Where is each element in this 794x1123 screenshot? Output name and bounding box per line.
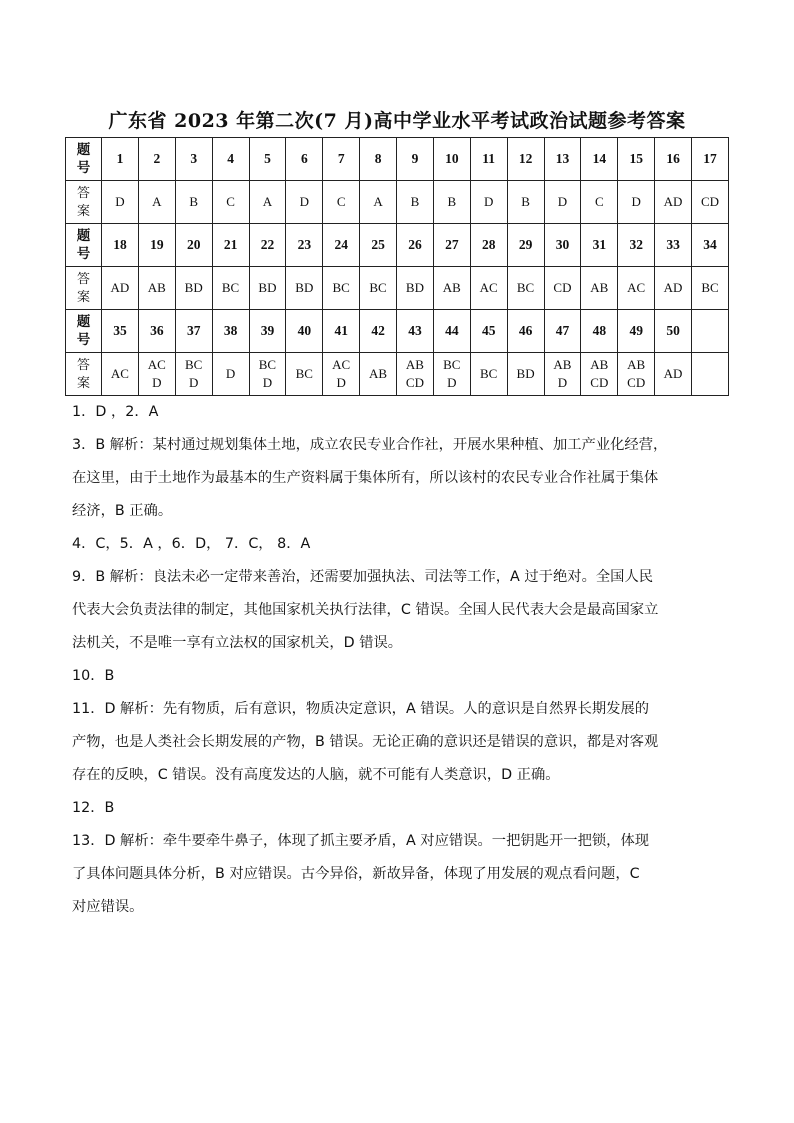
question-number-cell: 25 <box>360 224 397 267</box>
question-number-cell: 1 <box>102 138 139 181</box>
question-number-cell: 11 <box>470 138 507 181</box>
header-char: 号 <box>76 160 91 175</box>
question-number-cell: 35 <box>102 310 139 353</box>
question-number-cell: 30 <box>544 224 581 267</box>
answer-cell: CD <box>544 267 581 310</box>
answer-cell-line: D <box>447 375 457 390</box>
answer-cell <box>360 353 397 396</box>
question-number-cell: 5 <box>249 138 286 181</box>
answer-cell-line: D <box>152 375 162 390</box>
answer-explanations <box>72 396 732 924</box>
answer-cell <box>249 353 286 396</box>
answer-cell: B <box>175 181 212 224</box>
answer-cell <box>655 353 692 396</box>
answer-cell-line: AB <box>590 357 609 372</box>
answer-cell: D <box>618 181 655 224</box>
answer-cell-line: BD <box>516 366 535 381</box>
answer-cell: BD <box>397 267 434 310</box>
answer-cell <box>397 353 434 396</box>
question-number-cell: 43 <box>397 310 434 353</box>
answer-cell-line: D <box>557 375 568 390</box>
answer-text-line: 了具体问题具体分析，B 对应错误。古今异俗，新故异备，体现了用发展的观点看问题，C <box>72 866 640 882</box>
question-number-cell: 36 <box>138 310 175 353</box>
answer-cell-line: AC <box>147 357 166 372</box>
question-header-cell <box>66 310 102 353</box>
answer-cell: A <box>360 181 397 224</box>
header-char: 案 <box>76 375 90 390</box>
question-number-cell: 49 <box>618 310 655 353</box>
question-number-cell: 50 <box>655 310 692 353</box>
answer-cell: B <box>397 181 434 224</box>
header-char: 题 <box>76 228 91 243</box>
answer-cell: BC <box>692 267 729 310</box>
question-number-cell: 16 <box>655 138 692 181</box>
question-number-cell: 48 <box>581 310 618 353</box>
question-number-cell: 2 <box>138 138 175 181</box>
answer-cell <box>138 353 175 396</box>
question-number-cell: 33 <box>655 224 692 267</box>
question-number-cell <box>692 310 729 353</box>
question-number-cell: 13 <box>544 138 581 181</box>
answer-cell: AB <box>433 267 470 310</box>
question-number-cell: 37 <box>175 310 212 353</box>
question-number-cell: 19 <box>138 224 175 267</box>
answer-cell: AC <box>470 267 507 310</box>
answer-cell: AB <box>138 267 175 310</box>
question-number-cell: 44 <box>433 310 470 353</box>
answer-cell: A <box>249 181 286 224</box>
answer-cell <box>323 353 360 396</box>
question-header-cell <box>66 224 102 267</box>
header-char: 号 <box>76 332 91 347</box>
question-number-cell: 46 <box>507 310 544 353</box>
question-number-row <box>66 224 729 267</box>
answer-cell-line: AD <box>663 366 683 381</box>
question-number-cell: 10 <box>433 138 470 181</box>
question-number-cell: 8 <box>360 138 397 181</box>
question-number-cell: 41 <box>323 310 360 353</box>
answer-text-line: 存在的反映，C 错误。没有高度发达的人脑，就不可能有人类意识，D 正确。 <box>72 767 560 783</box>
answer-cell-line: AC <box>332 357 351 372</box>
answer-cell: D <box>544 181 581 224</box>
answer-cell-line: D <box>262 375 273 390</box>
answer-cell: C <box>323 181 360 224</box>
answer-cell: AB <box>581 267 618 310</box>
header-char: 号 <box>76 246 91 261</box>
question-number-cell: 40 <box>286 310 323 353</box>
answer-cell: CD <box>692 181 729 224</box>
answer-cell: BC <box>212 267 249 310</box>
answer-cell: D <box>286 181 323 224</box>
answer-cell: AD <box>655 267 692 310</box>
header-char: 题 <box>76 314 91 329</box>
question-number-cell: 27 <box>433 224 470 267</box>
answer-text-line: 13．D 解析：牵牛要牵牛鼻子，体现了抓主要矛盾，A 对应错误。一把钥匙开一把锁，体现 <box>72 833 650 849</box>
answer-text-line: 12．B <box>72 800 115 816</box>
answer-cell <box>507 353 544 396</box>
question-number-cell: 47 <box>544 310 581 353</box>
answer-cell <box>470 353 507 396</box>
answer-cell: BC <box>507 267 544 310</box>
question-number-cell: 17 <box>692 138 729 181</box>
question-number-cell: 42 <box>360 310 397 353</box>
question-number-cell: 22 <box>249 224 286 267</box>
answer-cell-line: BC <box>480 366 498 381</box>
answer-text-line: 10．B <box>72 668 115 684</box>
answer-cell-line: BC <box>295 366 313 381</box>
answer-text-line: 法机关，不是唯一享有立法权的国家机关，D 错误。 <box>72 635 403 651</box>
answer-cell: C <box>581 181 618 224</box>
question-number-cell: 3 <box>175 138 212 181</box>
answer-cell: BC <box>323 267 360 310</box>
question-number-cell: 21 <box>212 224 249 267</box>
answer-cell-line: BC <box>443 357 461 372</box>
question-number-cell: 18 <box>102 224 139 267</box>
answer-text-line: 在这里，由于土地作为最基本的生产资料属于集体所有，所以该村的农民专业合作社属于集体 <box>72 470 659 486</box>
answer-cell <box>433 353 470 396</box>
question-number-cell: 24 <box>323 224 360 267</box>
answer-cell <box>286 353 323 396</box>
answer-text-line: 4．C，5．A ，6．D， 7．C， 8．A <box>72 536 311 552</box>
answer-cell: B <box>433 181 470 224</box>
answer-cell: BC <box>360 267 397 310</box>
answer-row <box>66 267 729 310</box>
answer-cell: BD <box>249 267 286 310</box>
answer-table <box>65 137 729 396</box>
answer-cell <box>212 353 249 396</box>
answer-cell-line: AB <box>553 357 572 372</box>
answer-text-line: 9．B 解析：良法未必一定带来善治，还需要加强执法、司法等工作，A 过于绝对。全国人民 <box>72 569 654 585</box>
answer-cell <box>175 353 212 396</box>
answer-cell-line: CD <box>627 375 646 390</box>
answer-text-line: 1．D ，2．A <box>72 404 159 420</box>
answer-text-line: 经济，B 正确。 <box>72 503 173 519</box>
answer-cell-line: BC <box>258 357 277 372</box>
answer-text-line: 3．B 解析：某村通过规划集体土地，成立农民专业合作社，开展水果种植、加工产业化经营， <box>72 437 668 453</box>
answer-cell <box>544 353 581 396</box>
question-number-cell: 26 <box>397 224 434 267</box>
answer-cell-line: CD <box>405 375 424 390</box>
answer-cell <box>692 353 729 396</box>
page-title: 广东省 2023 年第二次(7 月)高中学业水平考试政治试题参考答案 <box>108 110 686 132</box>
answer-cell: BD <box>286 267 323 310</box>
header-char: 答 <box>76 185 90 200</box>
answer-cell: D <box>470 181 507 224</box>
question-number-cell: 15 <box>618 138 655 181</box>
question-number-cell: 14 <box>581 138 618 181</box>
question-number-cell: 4 <box>212 138 249 181</box>
answer-cell: AD <box>655 181 692 224</box>
header-char: 案 <box>76 289 90 304</box>
header-char: 案 <box>76 203 90 218</box>
answer-cell <box>618 353 655 396</box>
question-number-cell: 20 <box>175 224 212 267</box>
answer-cell-line: D <box>225 366 236 381</box>
answer-cell-line: CD <box>590 375 609 390</box>
question-number-cell: 6 <box>286 138 323 181</box>
answer-cell-line: BC <box>185 357 203 372</box>
answer-cell <box>581 353 618 396</box>
answer-text-line: 产物，也是人类社会长期发展的产物，B 错误。无论正确的意识还是错误的意识，都是对客观 <box>72 734 659 750</box>
question-number-row <box>66 138 729 181</box>
answer-cell-line: D <box>336 375 346 390</box>
question-number-row <box>66 310 729 353</box>
question-header-cell <box>66 138 102 181</box>
question-number-cell: 34 <box>692 224 729 267</box>
answer-text-line: 对应错误。 <box>72 899 144 915</box>
answer-cell-line: AB <box>627 357 646 372</box>
question-number-cell: 32 <box>618 224 655 267</box>
header-char: 题 <box>76 142 91 157</box>
answer-row <box>66 181 729 224</box>
question-number-cell: 9 <box>397 138 434 181</box>
answer-cell: B <box>507 181 544 224</box>
question-number-cell: 39 <box>249 310 286 353</box>
answer-header-cell <box>66 267 102 310</box>
question-number-cell: 12 <box>507 138 544 181</box>
question-number-cell: 31 <box>581 224 618 267</box>
question-number-cell: 7 <box>323 138 360 181</box>
answer-cell: BD <box>175 267 212 310</box>
answer-cell: C <box>212 181 249 224</box>
question-number-cell: 45 <box>470 310 507 353</box>
answer-text-line: 代表大会负责法律的制定，其他国家机关执行法律，C 错误。全国人民代表大会是最高国家立 <box>72 602 659 618</box>
question-number-cell: 23 <box>286 224 323 267</box>
answer-cell <box>102 353 139 396</box>
answer-header-cell <box>66 181 102 224</box>
answer-row <box>66 353 729 396</box>
answer-cell: AC <box>618 267 655 310</box>
answer-text-line: 11．D 解析：先有物质，后有意识，物质决定意识，A 错误。人的意识是自然界长期发展的 <box>72 701 650 717</box>
answer-cell-line: D <box>188 375 199 390</box>
answer-cell: A <box>138 181 175 224</box>
question-number-cell: 38 <box>212 310 249 353</box>
answer-cell-line: AC <box>110 366 129 381</box>
answer-cell: AD <box>102 267 139 310</box>
question-number-cell: 29 <box>507 224 544 267</box>
answer-cell-line: AB <box>405 357 424 372</box>
answer-cell-line: AB <box>369 366 388 381</box>
question-number-cell: 28 <box>470 224 507 267</box>
header-char: 答 <box>76 271 90 286</box>
header-char: 答 <box>76 357 90 372</box>
answer-header-cell <box>66 353 102 396</box>
answer-cell: D <box>102 181 139 224</box>
